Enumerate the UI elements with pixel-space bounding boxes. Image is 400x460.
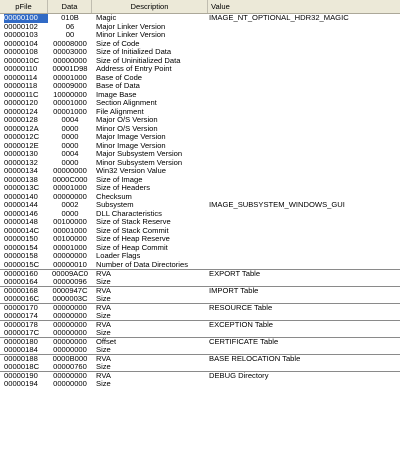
description-cell: Section Alignment [96,98,157,107]
description-cell: Base of Data [96,81,140,90]
description-cell: Minor Linker Version [96,30,166,39]
table-row[interactable] [0,133,400,142]
description-cell: Minor Image Version [96,140,166,150]
data-cell: 0004 [61,115,79,124]
pfile-cell: 00000168 [4,286,38,295]
description-cell: RVA [96,354,111,363]
data-cell: 0000947C [52,286,88,295]
description-cell: Checksum [96,191,132,201]
description-cell: Size [96,293,111,303]
pfile-cell: 0000016C [4,293,40,303]
description-cell: Number of Data Directories [96,259,189,269]
description-cell: Major Subsystem Version [96,149,183,158]
pfile-cell: 00000128 [4,115,38,124]
data-cell: 00008000 [53,38,87,48]
data-cell: 00001000 [53,242,87,252]
description-cell: RVA [96,269,111,278]
column-header-data[interactable]: Data [48,0,92,13]
pfile-cell: 00000140 [4,191,38,201]
value-cell: BASE RELOCATION Table [209,354,301,363]
table-row[interactable] [0,363,400,372]
data-cell: 00000000 [53,251,87,260]
description-cell: Subsystem [96,200,134,209]
table-row[interactable] [0,108,400,117]
description-cell: Size of Heap Commit [96,242,168,252]
description-cell: Size [96,327,111,337]
description-cell: Major Image Version [96,132,166,141]
pfile-cell: 0000015C [4,259,40,269]
pfile-cell: 0000018C [4,361,40,371]
description-cell: Size of Headers [96,183,151,192]
data-cell: 0000B000 [52,354,88,363]
value-cell: DEBUG Directory [209,371,269,380]
table-row[interactable] [0,380,400,389]
pfile-cell: 00000118 [4,81,38,90]
pfile-cell: 00000120 [4,98,38,107]
pfile-cell: 00000138 [4,174,38,184]
description-cell: Size [96,361,111,371]
data-cell: 0000 [61,140,79,150]
description-cell: DLL Characteristics [96,208,162,218]
pfile-cell: 00000144 [4,200,38,209]
column-header-description[interactable]: Description [92,0,208,13]
description-cell: Minor O/S Version [96,123,158,133]
description-cell: File Alignment [96,106,144,116]
value-cell: EXCEPTION Table [209,320,274,329]
description-cell: Offset [96,337,117,346]
pfile-cell: 00000154 [4,242,38,252]
table-row[interactable] [0,201,400,210]
value-cell: EXPORT Table [209,269,261,278]
data-cell: 0000 [61,123,79,133]
data-cell: 00000000 [53,303,87,312]
table-row[interactable] [0,261,400,270]
data-cell: 10000000 [53,89,87,99]
pfile-cell: 00000150 [4,234,38,243]
pfile-cell: 00000190 [4,371,38,380]
data-cell: 00000000 [53,55,87,65]
pfile-cell: 00000184 [4,344,38,354]
description-cell: Size of Code [96,38,140,48]
pfile-cell: 00000174 [4,310,38,320]
column-header-bar [0,0,400,14]
description-cell: RVA [96,320,111,329]
pfile-cell: 0000012E [4,140,39,150]
description-cell: Size [96,344,111,354]
data-cell: 06 [65,21,75,31]
table-row[interactable] [0,329,400,338]
value-cell: IMPORT Table [209,286,259,295]
pfile-cell: 00000100 [4,14,48,23]
table-row[interactable] [0,14,400,23]
data-cell: 00009AC0 [52,269,88,278]
pfile-cell: 00000160 [4,269,38,278]
description-cell: Major Linker Version [96,21,166,31]
table-row[interactable] [0,295,400,304]
table-row[interactable] [0,312,400,321]
column-header-pfile[interactable]: pFile [0,0,48,13]
pfile-cell: 00000148 [4,217,38,226]
data-cell: 0000003C [52,293,88,303]
data-cell: 00000000 [53,166,87,175]
description-cell: Size of Heap Reserve [96,234,170,243]
pfile-cell: 00000130 [4,149,38,158]
data-cell: 00001000 [53,225,87,235]
pfile-cell: 00000194 [4,378,38,388]
value-cell: RESOURCE Table [209,303,273,312]
description-cell: Size of Stack Reserve [96,217,171,226]
value-cell: IMAGE_SUBSYSTEM_WINDOWS_GUI [209,200,345,209]
pfile-cell: 0000010C [4,55,40,65]
description-cell: Major O/S Version [96,115,158,124]
data-cell: 00001D98 [52,64,88,73]
data-cell: 00000000 [53,378,87,388]
data-cell: 00009000 [53,81,87,90]
data-cell: 00000000 [53,191,87,201]
data-cell: 00000000 [53,344,87,354]
pfile-cell: 00000188 [4,354,38,363]
data-cell: 0004 [61,149,79,158]
description-cell: Size [96,276,111,286]
pfile-cell: 00000178 [4,320,38,329]
data-cell: 00100000 [53,234,87,243]
description-cell: Loader Flags [96,251,141,260]
pfile-cell: 00000180 [4,337,38,346]
description-cell: Address of Entry Point [96,64,172,73]
data-cell: 0000 [61,208,79,218]
pfile-cell: 00000124 [4,106,38,116]
value-cell: IMAGE_NT_OPTIONAL_HDR32_MAGIC [209,13,349,22]
description-cell: Size of Uninitialized Data [96,55,181,65]
column-header-value[interactable]: Value [211,2,230,11]
table-row[interactable] [0,278,400,287]
data-cell: 00000010 [53,259,87,269]
data-cell: 00 [65,30,75,39]
data-cell: 00000000 [53,310,87,320]
pfile-cell: 0000017C [4,327,40,337]
data-cell: 0000C000 [52,174,88,184]
data-cell: 0000 [61,132,79,141]
table-row[interactable] [0,150,400,159]
table-row[interactable] [0,23,400,32]
description-cell: Size [96,310,111,320]
pfile-cell: 00000132 [4,157,38,167]
description-cell: Win32 Version Value [96,166,166,175]
data-cell: 0000 [61,157,79,167]
pfile-cell: 0000012A [4,123,39,133]
pfile-cell: 0000013C [4,183,40,192]
pfile-cell: 0000014C [4,225,40,235]
description-cell: Size [96,378,111,388]
pfile-cell: 00000102 [4,21,38,31]
data-cell: 00001000 [53,98,87,107]
pfile-cell: 0000012C [4,132,40,141]
data-cell: 00000760 [53,361,87,371]
description-cell: RVA [96,286,111,295]
pfile-cell: 00000170 [4,303,38,312]
data-cell: 00000000 [53,371,87,380]
data-cell: 0002 [61,200,79,209]
description-cell: RVA [96,303,111,312]
pfile-cell: 00000110 [4,64,38,73]
data-cell: 00000000 [53,337,87,346]
data-cell: 00000096 [53,276,87,286]
pfile-cell: 0000011C [4,89,39,99]
data-cell: 00000000 [53,327,87,337]
pfile-cell: 00000104 [4,38,38,48]
table-row[interactable] [0,346,400,355]
data-cell: 00100000 [53,217,87,226]
pfile-cell: 00000114 [4,72,38,82]
data-cell: 010B [61,13,79,22]
pfile-cell: 00000164 [4,276,38,286]
description-cell: Magic [96,13,117,22]
description-cell: Minor Subsystem Version [96,157,183,167]
pfile-cell: 00000103 [4,30,38,39]
table-row[interactable] [0,125,400,134]
pfile-cell: 00000158 [4,251,38,260]
data-cell: 00000000 [53,320,87,329]
data-cell: 00001000 [53,183,87,192]
table-row[interactable] [0,142,400,151]
description-cell: Size of Image [96,174,143,184]
description-cell: Image Base [96,89,137,99]
pfile-cell: 00000146 [4,208,38,218]
description-cell: Size of Initialized Data [96,47,172,56]
description-cell: RVA [96,371,111,380]
table-body [0,14,400,388]
data-cell: 00001000 [53,106,87,116]
description-cell: Base of Code [96,72,143,82]
value-cell: CERTIFICATE Table [209,337,279,346]
data-cell: 00001000 [53,72,87,82]
table-row[interactable] [0,116,400,125]
description-cell: Size of Stack Commit [96,225,169,235]
data-cell: 00003000 [53,47,87,56]
pfile-cell: 00000108 [4,47,38,56]
pfile-cell: 00000134 [4,166,38,175]
